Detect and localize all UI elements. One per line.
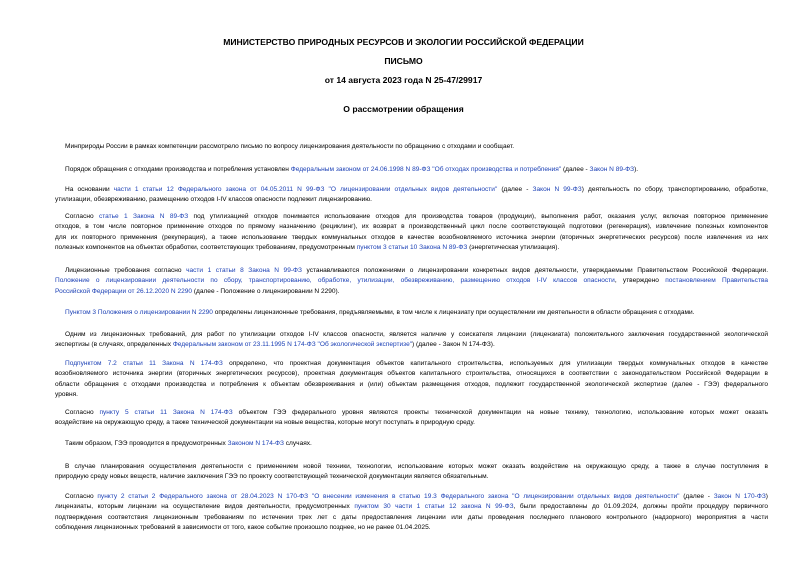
text-run: случаях. xyxy=(283,440,312,447)
paragraph xyxy=(55,266,768,297)
paragraph-line xyxy=(55,369,768,379)
text-run: Согласно xyxy=(65,213,99,220)
text-run: На основании xyxy=(65,186,114,193)
text-run: Согласно xyxy=(65,493,98,500)
document-date-number: от 14 августа 2023 года N 25-47/29917 xyxy=(324,75,483,85)
paragraph-line xyxy=(55,390,768,400)
paragraph-line xyxy=(55,266,768,276)
text-run: утилизации, обезвреживанию, размещению отходов I-IV классов опасности подлежит лицензированию. xyxy=(55,196,372,204)
text-run: (далее - Положение о лицензировании N 2290). xyxy=(192,287,340,295)
document-link[interactable]: Российской Федерации от 26.12.2020 N 2290 xyxy=(55,287,193,295)
paragraph-line xyxy=(55,233,768,243)
text-run: (далее - xyxy=(497,186,533,193)
paragraph-line xyxy=(55,222,768,232)
paragraph xyxy=(55,330,768,351)
document-link[interactable]: Законом N 174-ФЗ xyxy=(227,440,284,447)
text-run: лицензиаты, которым лицензии на осуществление видов деятельности, предусмотренных xyxy=(55,503,355,511)
text-run: Минприроды России в рамках компетенции рассмотрело письмо по вопросу лицензирования деятельности по обращению с отходами и сообщает. xyxy=(65,143,515,150)
paragraph xyxy=(55,462,768,483)
text-run: области обращения с отходами производства и потребления к объектам обезвреживания и (или) объектам размещения отходов, подлежит государственной экологической экспертизе (далее - ГЭЭ) федерального xyxy=(55,380,768,388)
document-link[interactable]: Закон N 170-ФЗ xyxy=(713,493,766,500)
text-run: устанавливаются положениями о лицензировании конкретных видов деятельности, утверждаемыми Правительством Российской Федерации. xyxy=(301,267,768,274)
text-run: Согласно xyxy=(65,409,100,416)
paragraph-line xyxy=(55,492,768,502)
paragraph xyxy=(55,142,768,152)
paragraph xyxy=(55,359,768,401)
paragraph-line xyxy=(55,408,768,418)
paragraph-line xyxy=(55,142,768,152)
paragraph-line xyxy=(55,308,768,318)
paragraph-line xyxy=(55,212,768,222)
document-link[interactable]: Федеральным законом от 24.06.1998 N 89-ФЗ "Об отходах производства и потребления" xyxy=(290,166,562,173)
text-run: под утилизацией отходов понимается использование отходов для производства товаров (продукции), выполнения работ, оказания услуг, включая повторное применение xyxy=(188,213,768,220)
paragraph-line xyxy=(55,243,768,253)
text-run: Лицензионные требования согласно xyxy=(65,267,187,274)
paragraph-line xyxy=(55,502,768,512)
paragraph xyxy=(55,492,768,534)
document-type: ПИСЬМО xyxy=(384,56,423,66)
document-link[interactable]: части 1 статьи 12 Федерального закона от 04.05.2011 N 99-ФЗ "О лицензировании отдельных видов деятельности" xyxy=(113,186,498,193)
text-run: Одним из лицензионных требований, для работ по утилизации отходов I-IV классов опасности, является наличие у соискателя лицензии (лицензиата) положительного заключения государственной экологической xyxy=(65,331,768,338)
text-run: (далее - xyxy=(679,493,714,500)
document-link[interactable]: Пунктом 3 Положения о лицензировании N 2290 xyxy=(65,309,213,316)
text-run: соблюдения лицензионных требований в зависимости от того, какое событие произошло позднее, но не ранее 01.04.2025. xyxy=(55,524,431,532)
text-run: определены лицензионные требования, предъявляемыми, в том числе к лицензиату при осуществлении им деятельности в области обращения с отходами. xyxy=(212,309,695,316)
text-run: Порядок обращения с отходами производства и потребления установлен xyxy=(65,166,291,173)
paragraph xyxy=(55,185,768,206)
text-run: , были предоставлены до 01.09.2024, должны пройти процедуру первичного xyxy=(513,503,768,511)
text-run: В случае планирования осуществления деятельности с применением новой техники, технологии, использование которых может оказать воздействие на окружающую среду, а также в случае поступления в xyxy=(65,463,768,470)
text-run: воздействие на окружающую среду, а также технической документации на новые вещества, которые могут поступать в природную среду. xyxy=(55,419,475,427)
paragraph-line xyxy=(55,185,768,195)
paragraph-line xyxy=(55,276,768,286)
text-run: полезных компонентов на объектах обработки, соответствующих требованиям, предусмотренным xyxy=(55,244,357,252)
document-link[interactable]: пункту 2 статьи 2 Федерального закона от 28.04.2023 N 170-ФЗ "О внесении изменения в статью 19.3 Федерального закона "О лицензировании отдельных видов деятельности" xyxy=(97,493,680,500)
paragraph xyxy=(55,212,768,254)
document-link[interactable]: Подпунктом 7.2 статьи 11 Закона N 174-ФЗ xyxy=(65,360,223,367)
document-link[interactable]: постановлением Правительства xyxy=(665,277,768,285)
text-run: объектом ГЭЭ федерального уровня являются проекты технической документации на новые технику, технологию, использование которых может оказать xyxy=(232,409,768,416)
document-link[interactable]: Положение о лицензировании деятельности по сбору, транспортированию, обработке, утилизации, обезвреживанию, размещению отходов I-IV классов опасности xyxy=(55,277,615,285)
text-run: уровня. xyxy=(55,391,78,399)
paragraph-line xyxy=(55,439,768,449)
paragraph-line xyxy=(55,523,768,533)
text-run: отходов, в том числе повторное применение отходов по прямому назначению (рециклинг), их возврат в производственный цикл после соответствующей подготовки (регенерация), извлечение полезных компонентов xyxy=(55,223,768,231)
text-run: , утверждено xyxy=(614,277,666,285)
document-link[interactable]: Закон N 89-ФЗ xyxy=(589,166,635,173)
paragraph-line xyxy=(55,165,768,175)
document-link[interactable]: Федеральным законом от 23.11.1995 N 174-ФЗ "Об экологической экспертизе" xyxy=(172,341,413,349)
paragraph xyxy=(55,165,768,175)
paragraph-line xyxy=(55,418,768,428)
paragraph xyxy=(55,439,768,449)
text-run: возобновляемого источника энергии (вторичных энергетических ресурсов), проектная документация объектов капитального строительства, относящихся в соответствии с законодательством Российской Федерации в xyxy=(55,370,768,378)
document-link[interactable]: пунктом 30 части 1 статьи 12 закона N 99-ФЗ xyxy=(354,503,514,511)
text-run: природную среду новых веществ, наличие заключения ГЭЭ по проекту соответствующей технической документации является обязательным. xyxy=(55,473,489,481)
document-link[interactable]: пунктом 3 статьи 10 Закона N 89-ФЗ xyxy=(356,244,468,252)
paragraph-line xyxy=(55,340,768,350)
document-link[interactable]: части 1 статьи 8 Закона N 99-ФЗ xyxy=(186,267,302,274)
text-run: экспертизы (в случаях, определенных xyxy=(55,341,173,349)
paragraph-line xyxy=(55,462,768,472)
paragraph-line xyxy=(55,513,768,523)
paragraph-line xyxy=(55,472,768,482)
ministry-title: МИНИСТЕРСТВО ПРИРОДНЫХ РЕСУРСОВ И ЭКОЛОГИИ РОССИЙСКОЙ ФЕДЕРАЦИИ xyxy=(223,37,584,47)
text-run: (энергетическая утилизация). xyxy=(467,244,560,252)
paragraph-line xyxy=(55,330,768,340)
document-link[interactable]: Закон N 99-ФЗ xyxy=(532,186,582,193)
document-link[interactable]: пункту 5 статьи 11 Закона N 174-ФЗ xyxy=(99,409,233,416)
paragraph xyxy=(55,308,768,318)
paragraph-line xyxy=(55,287,768,297)
text-run: ) xyxy=(765,493,768,500)
paragraph-line xyxy=(55,380,768,390)
text-run: ). xyxy=(634,166,639,173)
paragraph-line xyxy=(55,195,768,205)
text-run: ) деятельность по сбору, транспортированию, обработке, xyxy=(581,186,768,193)
paragraph-line xyxy=(55,359,768,369)
text-run: (далее - xyxy=(561,166,590,173)
text-run: определено, что проектная документация объектов капитального строительства, используемых для утилизации твердых коммунальных отходов в качестве xyxy=(222,360,768,367)
text-run: подтверждения соответствия лицензионным требованиям по истечении трех лет с даты предоставления лицензии или даты проведения последнего планового контрольного (надзорного) мероприятия в части xyxy=(55,513,768,521)
document-subject: О рассмотрении обращения xyxy=(343,104,464,114)
text-run: ) (далее - Закон N 174-ФЗ). xyxy=(412,341,495,349)
paragraph xyxy=(55,408,768,429)
text-run: Таким образом, ГЭЭ проводится в предусмотренных xyxy=(65,440,228,447)
text-run: для их повторного применения (рекуперация), а также использование твердых коммунальных отходов в качестве возобновляемого источника энергии (вторичных энергетических ресурсов) после извлечения из них xyxy=(55,233,768,241)
document-link[interactable]: статье 1 Закона N 89-ФЗ xyxy=(98,213,189,220)
